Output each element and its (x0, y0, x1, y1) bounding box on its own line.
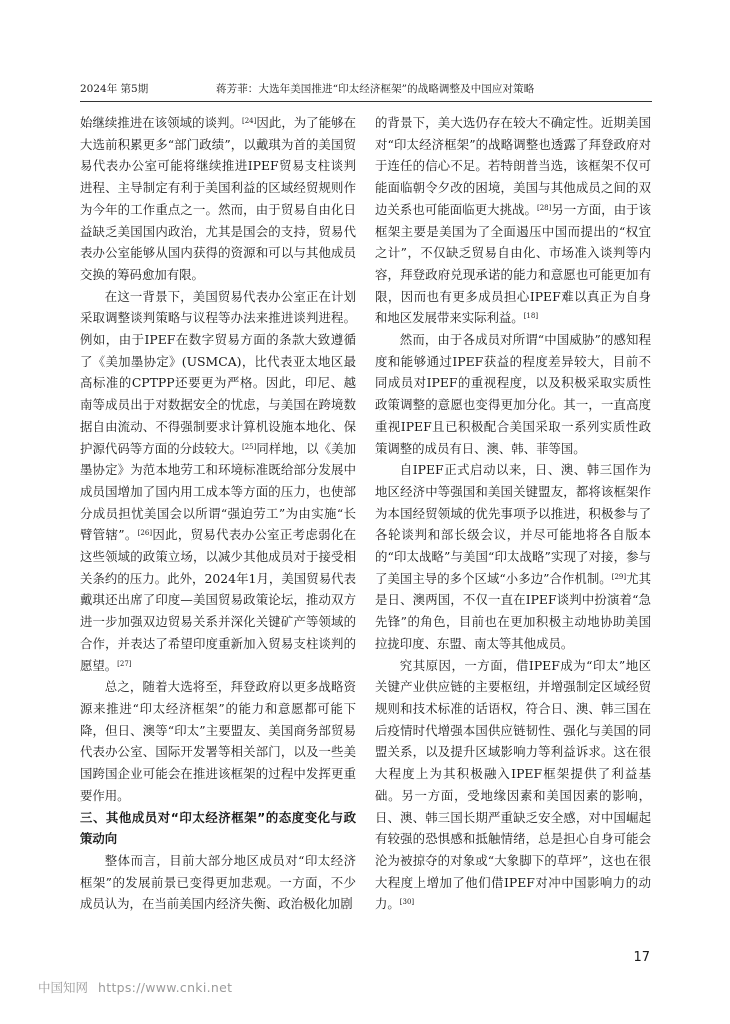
citation[interactable]: [27] (117, 659, 132, 668)
paragraph: 整体而言，目前大部分地区成员对“印太经济框架”的发展前景已变得更加悲观。一方面，不少成员认为，在当前美国内经济失衡、政治极化加剧 (80, 852, 356, 912)
section-heading: 三、其他成员对“印太经济框架”的态度变化与政策动向 (80, 809, 356, 847)
site-link[interactable]: https://www.cnki.net (98, 980, 233, 995)
running-title: 蒋芳菲：大选年美国推进“印太经济框架”的战略调整及中国应对策略 (216, 83, 535, 95)
citation[interactable]: [30] (399, 898, 415, 907)
citation[interactable]: [24] (241, 117, 257, 125)
citation[interactable]: [26] (137, 529, 153, 538)
page-number: 17 (633, 950, 650, 965)
paragraph: 在这一背景下，美国贸易代表办公室正在计划采取调整谈判策略与议程等办法来推进谈判进程。例如，由于IPEF在数字贸易方面的条款大致遵循了《美加墨协定》(USMCA)，比代表亚太地区最高标准的CPTPP还要更为严格。因此，印尼、越南等成员出于对数据安全的忧虑，与美国在跨境数据自由流动、不得强制要求计算机设施本地化、保护源代码等方面的分歧较大。[25]同样地，以《美加墨协定》为范本地劳工和环境标准既给部分发展中成员国增加了国内用工成本等方面的压力，也使部分成员担忧美国会以所谓“强迫劳工”为由实施“长臂管辖”。[26]因此，贸易代表办公室正考虑弱化在这些领域的政策立场，以减少其他成员对于接受相关条约的压力。此外，2024年1月，美国贸易代表戴琪还出席了印度—美国贸易政策论坛，推动双方进一步加强双边贸易关系并深化关键矿产等领域的合作，并表达了希望印度重新加入贸易支柱谈判的愿望。[27] (80, 288, 357, 673)
running-header (80, 80, 652, 98)
citation[interactable]: [25] (241, 442, 257, 451)
paragraph: 始继续推进在该领域的谈判。[24]因此，为了能够在大选前积累更多“部门政绩”，以戴琪为首的美国贸易代表办公室可能将继续推进IPEF贸易支柱谈判进程、主导制定有利于美国利益的区域经贸规则作为今年的工作重点之一。然而，由于贸易自由化日益缺乏美国国内政治，尤其是国会的支持，贸易代表办公室能够从国内获得的资源和可以与其他成员交换的筹码愈加有限。 (80, 115, 357, 282)
header-rule (80, 101, 652, 102)
paragraph: 究其原因，一方面，借IPEF成为“印太”地区关键产业供应链的主要枢纽，并增强制定区域经贸规则和技术标准的话语权，符合日、澳、韩三国在后疫情时代增强本国供应链韧性、强化与美国的同盟关系，以及提升区域影响力等利益诉求。这在很大程度上为其积极融入IPEF框架提供了利益基础。另一方面，受地缘因素和美国因素的影响，日、澳、韩三国长期严重缺乏安全感，对中国崛起有较强的恐惧感和抵触情绪，总是担心自身可能会沦为被掠夺的对象或“大象脚下的草坪”，这也在很大程度上增加了他们借IPEF对冲中国影响力的动力。[30] (375, 657, 651, 912)
paragraph: 自IPEF正式启动以来，日、澳、韩三国作为地区经济中等强国和美国关键盟友，都将该框架作为本国经贸领域的优先事项予以推进，积极参与了各轮谈判和部长级会议，并尽可能地将各自版本的“印太战略”与美国“印太战略”实现了对接，参与了美国主导的多个区域“小多边”合作机制。[29]尤其是日、澳两国，不仅一直在IPEF谈判中扮演着“急先锋”的角色，目前也在更加积极主动地协助美国拉拢印度、东盟、南太等其他成员。 (375, 462, 652, 651)
citation[interactable]: [28] (536, 203, 552, 212)
paragraph: 总之，随着大选将至，拜登政府以更多战略资源来推进“印太经济框架”的能力和意愿都可能下降，但日、澳等“印太”主要盟友、美国商务部贸易代表办公室、国际开发署等相关部门，以及一些美国跨国企业可能会在推进该框架的过程中发挥更重要作用。 (80, 679, 356, 803)
cnki-logo: 中国知网 (38, 980, 89, 995)
right-column (375, 112, 651, 915)
citation[interactable]: [18] (523, 312, 539, 321)
footer-watermark (38, 978, 232, 996)
paragraph: 的背景下，美大选仍存在较大不确定性。近期美国对“印太经济框架”的战略调整也透露了拜登政府对于连任的信心不足。若特朗普当选，该框架不仅可能面临朝令夕改的困境，美国与其他成员之间的双边关系也可能面临更大挑战。[28]另一方面，由于该框架主要是美国为了全面遏压中国而提出的“权宜之计”，不仅缺乏贸易自由化、市场准入谈判等内容，拜登政府兑现承诺的能力和意愿也可能更加有限，因而也有更多成员担心IPEF难以真正为自身和地区发展带来实际利益。[18] (375, 115, 652, 326)
left-column (80, 112, 356, 915)
paragraph: 然而，由于各成员对所谓“中国威胁”的感知程度和能够通过IPEF获益的程度差异较大，目前不同成员对IPEF的重视程度，以及积极采取实质性政策调整的意愿也变得更加分化。其一，一直高度重视IPEF且已积极配合美国采取一系列实质性政策调整的成员有日、澳、韩、菲等国。 (375, 332, 651, 456)
citation[interactable]: [29] (611, 572, 627, 581)
issue-label: 2024年 第5期 (80, 83, 149, 95)
